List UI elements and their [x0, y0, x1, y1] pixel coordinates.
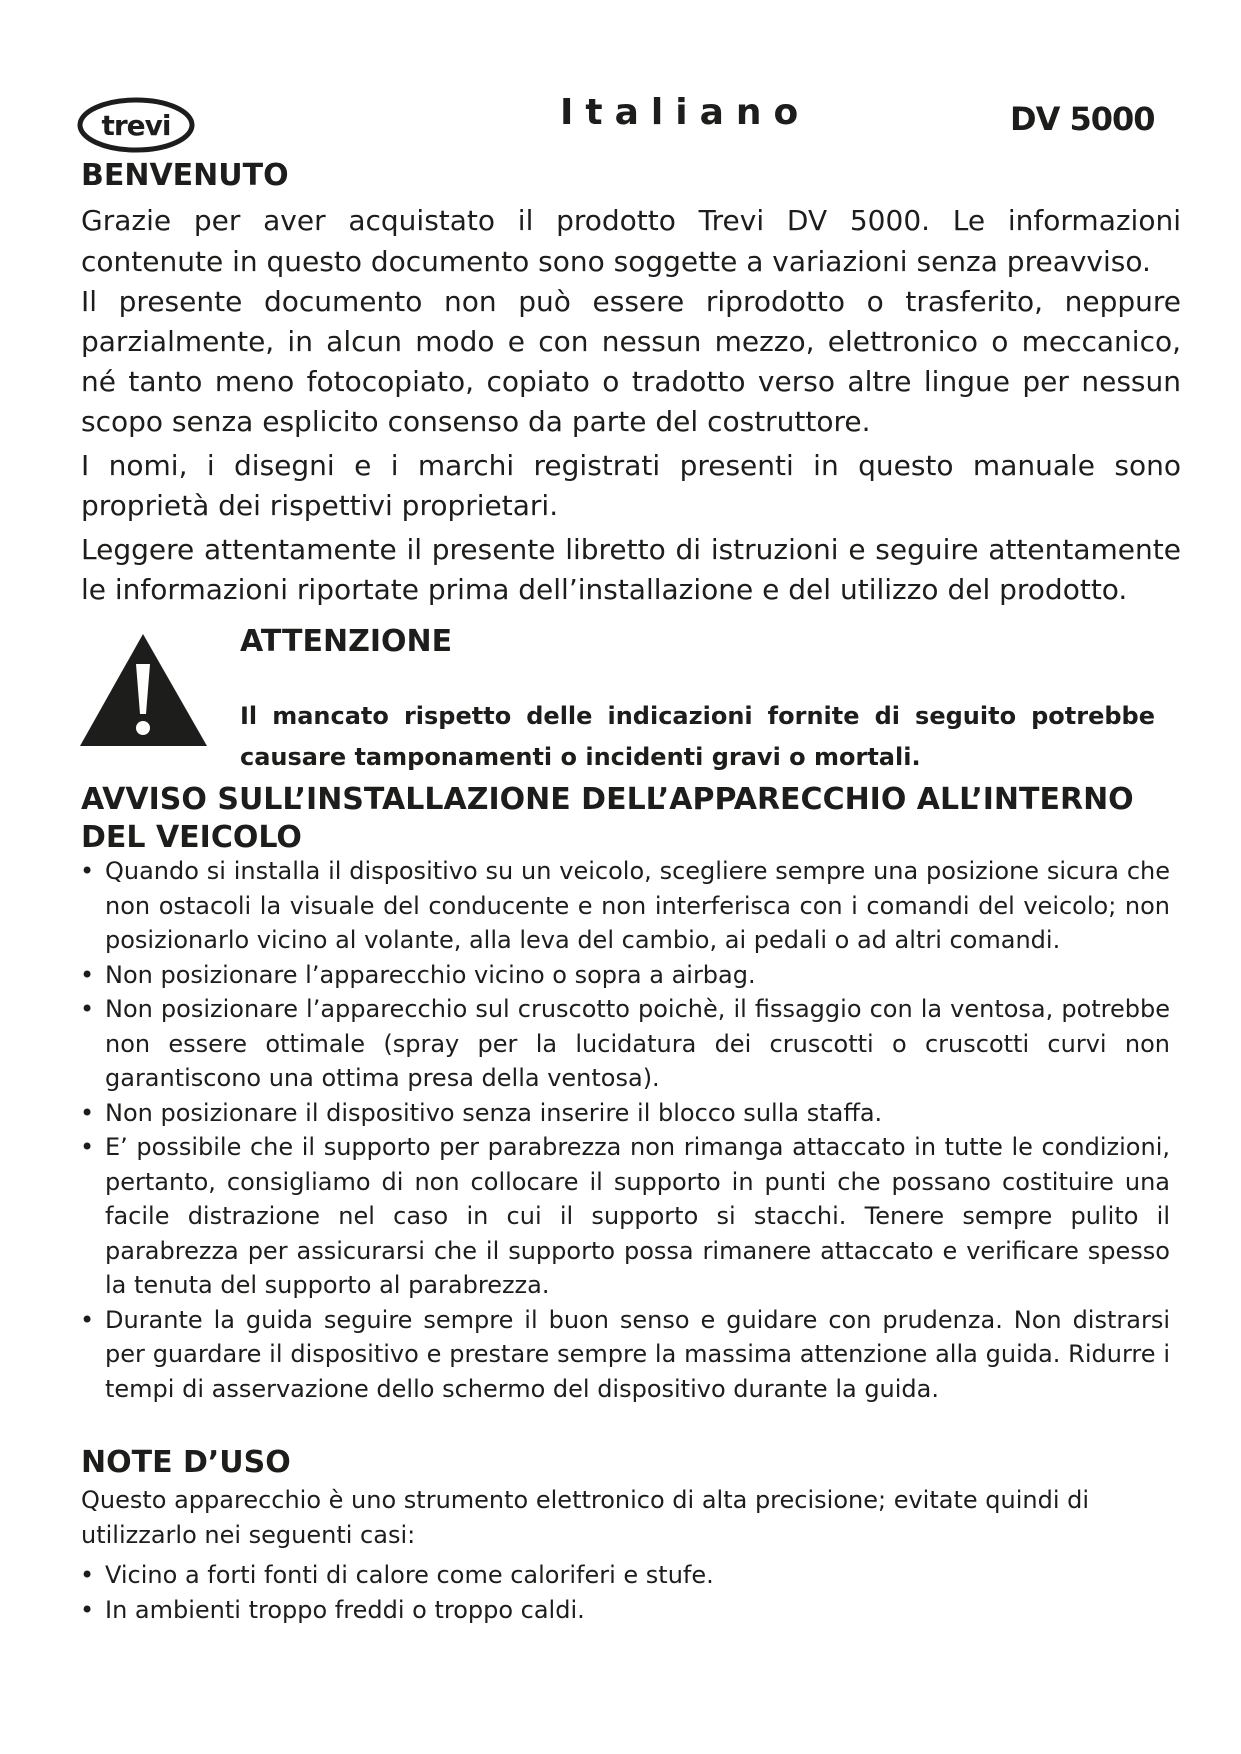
list-item: • Durante la guida seguire sempre il buon senso e guidare con prudenza. Non distrarsi per guardare il dispositivo e prestare sempre la massima attenzione alla guida. Ridurre i tempi di asservazione dello schermo del dispositivo durante la guida.	[80, 1303, 1170, 1407]
list-item: • Quando si installa il dispositivo su un veicolo, scegliere sempre una posizione sicura che non ostacoli la visuale del conducente e non interferisca con i comandi del veicolo; non posizionarlo vicino al volante, alla leva del cambio, ai pedali o ad altri comandi.	[80, 854, 1170, 958]
installation-title: AVVISO SULL’INSTALLAZIONE DELL’APPARECCHIO ALL’INTERNO DEL VEICOLO	[81, 782, 1134, 855]
bullet-icon: •	[80, 1098, 95, 1127]
bullet-icon: •	[80, 1595, 95, 1624]
list-item: • In ambienti troppo freddi o troppo caldi.	[80, 1593, 1170, 1628]
bullet-icon: •	[80, 995, 95, 1023]
bullet-icon: •	[80, 960, 95, 989]
welcome-body	[81, 200, 1181, 610]
svg-text:trevi: trevi	[101, 109, 171, 142]
model-label: DV 5000	[1010, 100, 1155, 138]
welcome-paragraph: Leggere attentamente il presente libretto di istruzioni e seguire attentamente le informazioni riportate prima dell’installazione e del utilizzo del prodotto.	[81, 533, 1181, 606]
trevi-logo-icon	[76, 96, 196, 154]
warning-title: ATTENZIONE	[240, 624, 453, 659]
trevi-logo	[76, 96, 196, 154]
list-item: • Non posizionare il dispositivo senza inserire il blocco sulla staffa.	[80, 1096, 1170, 1131]
welcome-paragraph: Grazie per aver acquistato il prodotto Trevi DV 5000. Le informazioni contenute in questo documento sono soggette a variazioni senza preavviso.	[81, 204, 1181, 278]
bullet-icon: •	[80, 1133, 95, 1161]
list-item: • Non posizionare l’apparecchio sul cruscotto poichè, il fissaggio con la ventosa, potrebbe non essere ottimale (spray per la lucidatura dei cruscotti o cruscotti curvi non garantiscono una ottima presa della ventosa).	[80, 992, 1170, 1096]
warning-text: Il mancato rispetto delle indicazioni fornite di seguito potrebbe causare tamponamenti o incidenti gravi o mortali.	[240, 702, 1155, 771]
welcome-title: BENVENUTO	[81, 158, 289, 193]
welcome-paragraph: Il presente documento non può essere riprodotto o trasferito, neppure parzialmente, in alcun modo e con nessun mezzo, elettronico o meccanico, né tanto meno fotocopiato, copiato o tradotto verso altre lingue per nessun scopo senza esplicito consenso da parte del costruttore.	[81, 285, 1181, 438]
bullet-icon: •	[80, 1305, 95, 1334]
language-label: Italiano	[560, 92, 811, 133]
warning-triangle-icon	[76, 630, 211, 750]
welcome-paragraph: I nomi, i disegni e i marchi registrati presenti in questo manuale sono proprietà dei rispettivi proprietari.	[81, 449, 1181, 522]
list-item: • Vicino a forti fonti di calore come caloriferi e stufe.	[80, 1558, 1170, 1593]
usage-notes-title: NOTE D’USO	[81, 1445, 291, 1480]
bullet-icon: •	[80, 857, 95, 885]
bullet-icon: •	[80, 1561, 95, 1589]
installation-list	[80, 854, 1170, 1406]
usage-notes-list	[80, 1558, 1170, 1627]
list-item: • E’ possibile che il supporto per parabrezza non rimanga attaccato in tutte le condizioni, pertanto, consigliamo di non collocare il supporto in punti che possano costituire una facile distrazione nel caso in cui il supporto si stacchi. Tenere sempre pulito il parabrezza per assicurarsi che il supporto possa rimanere attaccato e verificare spesso la tenuta del supporto al parabrezza.	[80, 1130, 1170, 1303]
list-item: • Non posizionare l’apparecchio vicino o sopra a airbag.	[80, 958, 1170, 993]
usage-notes-intro: Questo apparecchio è uno strumento elettronico di alta precisione; evitate quindi di utilizzarlo nei seguenti casi:	[81, 1486, 1090, 1549]
